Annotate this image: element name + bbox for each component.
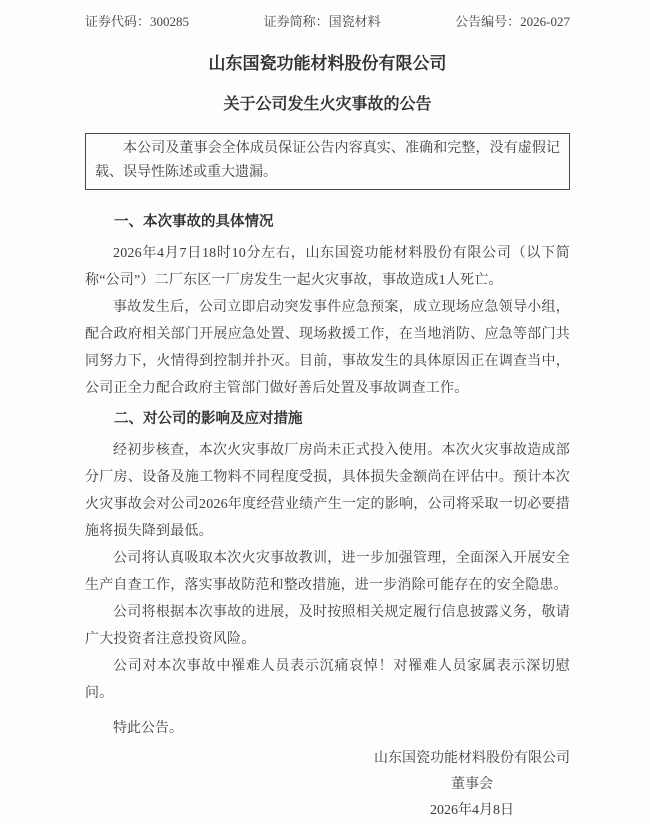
section-1-paragraph-1: 2026年4月7日18时10分左右，山东国瓷功能材料股份有限公司（以下简称“公司”）二厂东区一厂房发生一起火灾事故，事故造成1人死亡。 [85, 246, 570, 288]
section-2-paragraph-2: 公司将认真吸取本次火灾事故教训，进一步加强管理，全面深入开展安全生产自查工作，落实事故防范和整改措施，进一步消除可能存在的安全隐患。 [85, 551, 570, 593]
signature-signer: 董事会 [451, 777, 493, 792]
announcement-number-value: 2026-027 [520, 14, 570, 29]
stock-name-field [264, 13, 381, 31]
stock-name-value: 国瓷材料 [328, 14, 381, 29]
section-accident-details [85, 212, 570, 402]
disclaimer-box [85, 133, 570, 190]
section-2-paragraph-4: 公司对本次事故中罹难人员表示沉痛哀悼！对罹难人员家属表示深切慰问。 [85, 659, 570, 701]
disclaimer-text: 本公司及董事会全体成员保证公告内容真实、准确和完整，没有虚假记载、误导性陈述或重大遗漏。 [95, 141, 560, 180]
section-1-paragraph-2: 事故发生后，公司立即启动突发事件应急预案，成立现场应急领导小组，配合政府相关部门开展应急处置、现场救援工作，在当地消防、应急等部门共同努力下，火情得到控制并扑灭。目前，事故发生的具体原因正在调查当中，公司正全力配合政府主管部门做好善后处置及事故调查工作。 [85, 300, 570, 396]
section-impact-measures [85, 409, 570, 707]
section-2-heading: 二、对公司的影响及应对措施 [114, 411, 303, 427]
stock-code-field [85, 13, 189, 31]
section-2-paragraph-3: 公司将根据本次事故的进展，及时按照相关规定履行信息披露义务，敬请广大投资者注意投资风险。 [85, 605, 570, 647]
announcement-title: 关于公司发生火灾事故的公告 [223, 96, 432, 113]
stock-code-label: 证券代码： [85, 14, 151, 29]
company-title: 山东国瓷功能材料股份有限公司 [208, 54, 447, 73]
signature-company: 山东国瓷功能材料股份有限公司 [374, 751, 570, 766]
stock-code-value: 300285 [150, 14, 190, 29]
section-1-heading: 一、本次事故的具体情况 [114, 214, 274, 230]
document-header [85, 13, 570, 31]
signature-block [374, 746, 570, 824]
closing-statement: 特此公告。 [113, 721, 183, 736]
signature-date: 2026年4月8日 [430, 803, 514, 818]
stock-name-label: 证券简称： [263, 14, 329, 29]
announcement-number-field [455, 13, 570, 31]
section-2-paragraph-1: 经初步核查，本次火灾事故厂房尚未正式投入使用。本次火灾事故造成部分厂房、设备及施工物料不同程度受损，具体损失金额尚在评估中。预计本次火灾事故会对公司2026年度经营业绩产生一定的影响，公司将采取一切必要措施将损失降到最低。 [85, 443, 570, 539]
announcement-number-label: 公告编号： [455, 14, 521, 29]
